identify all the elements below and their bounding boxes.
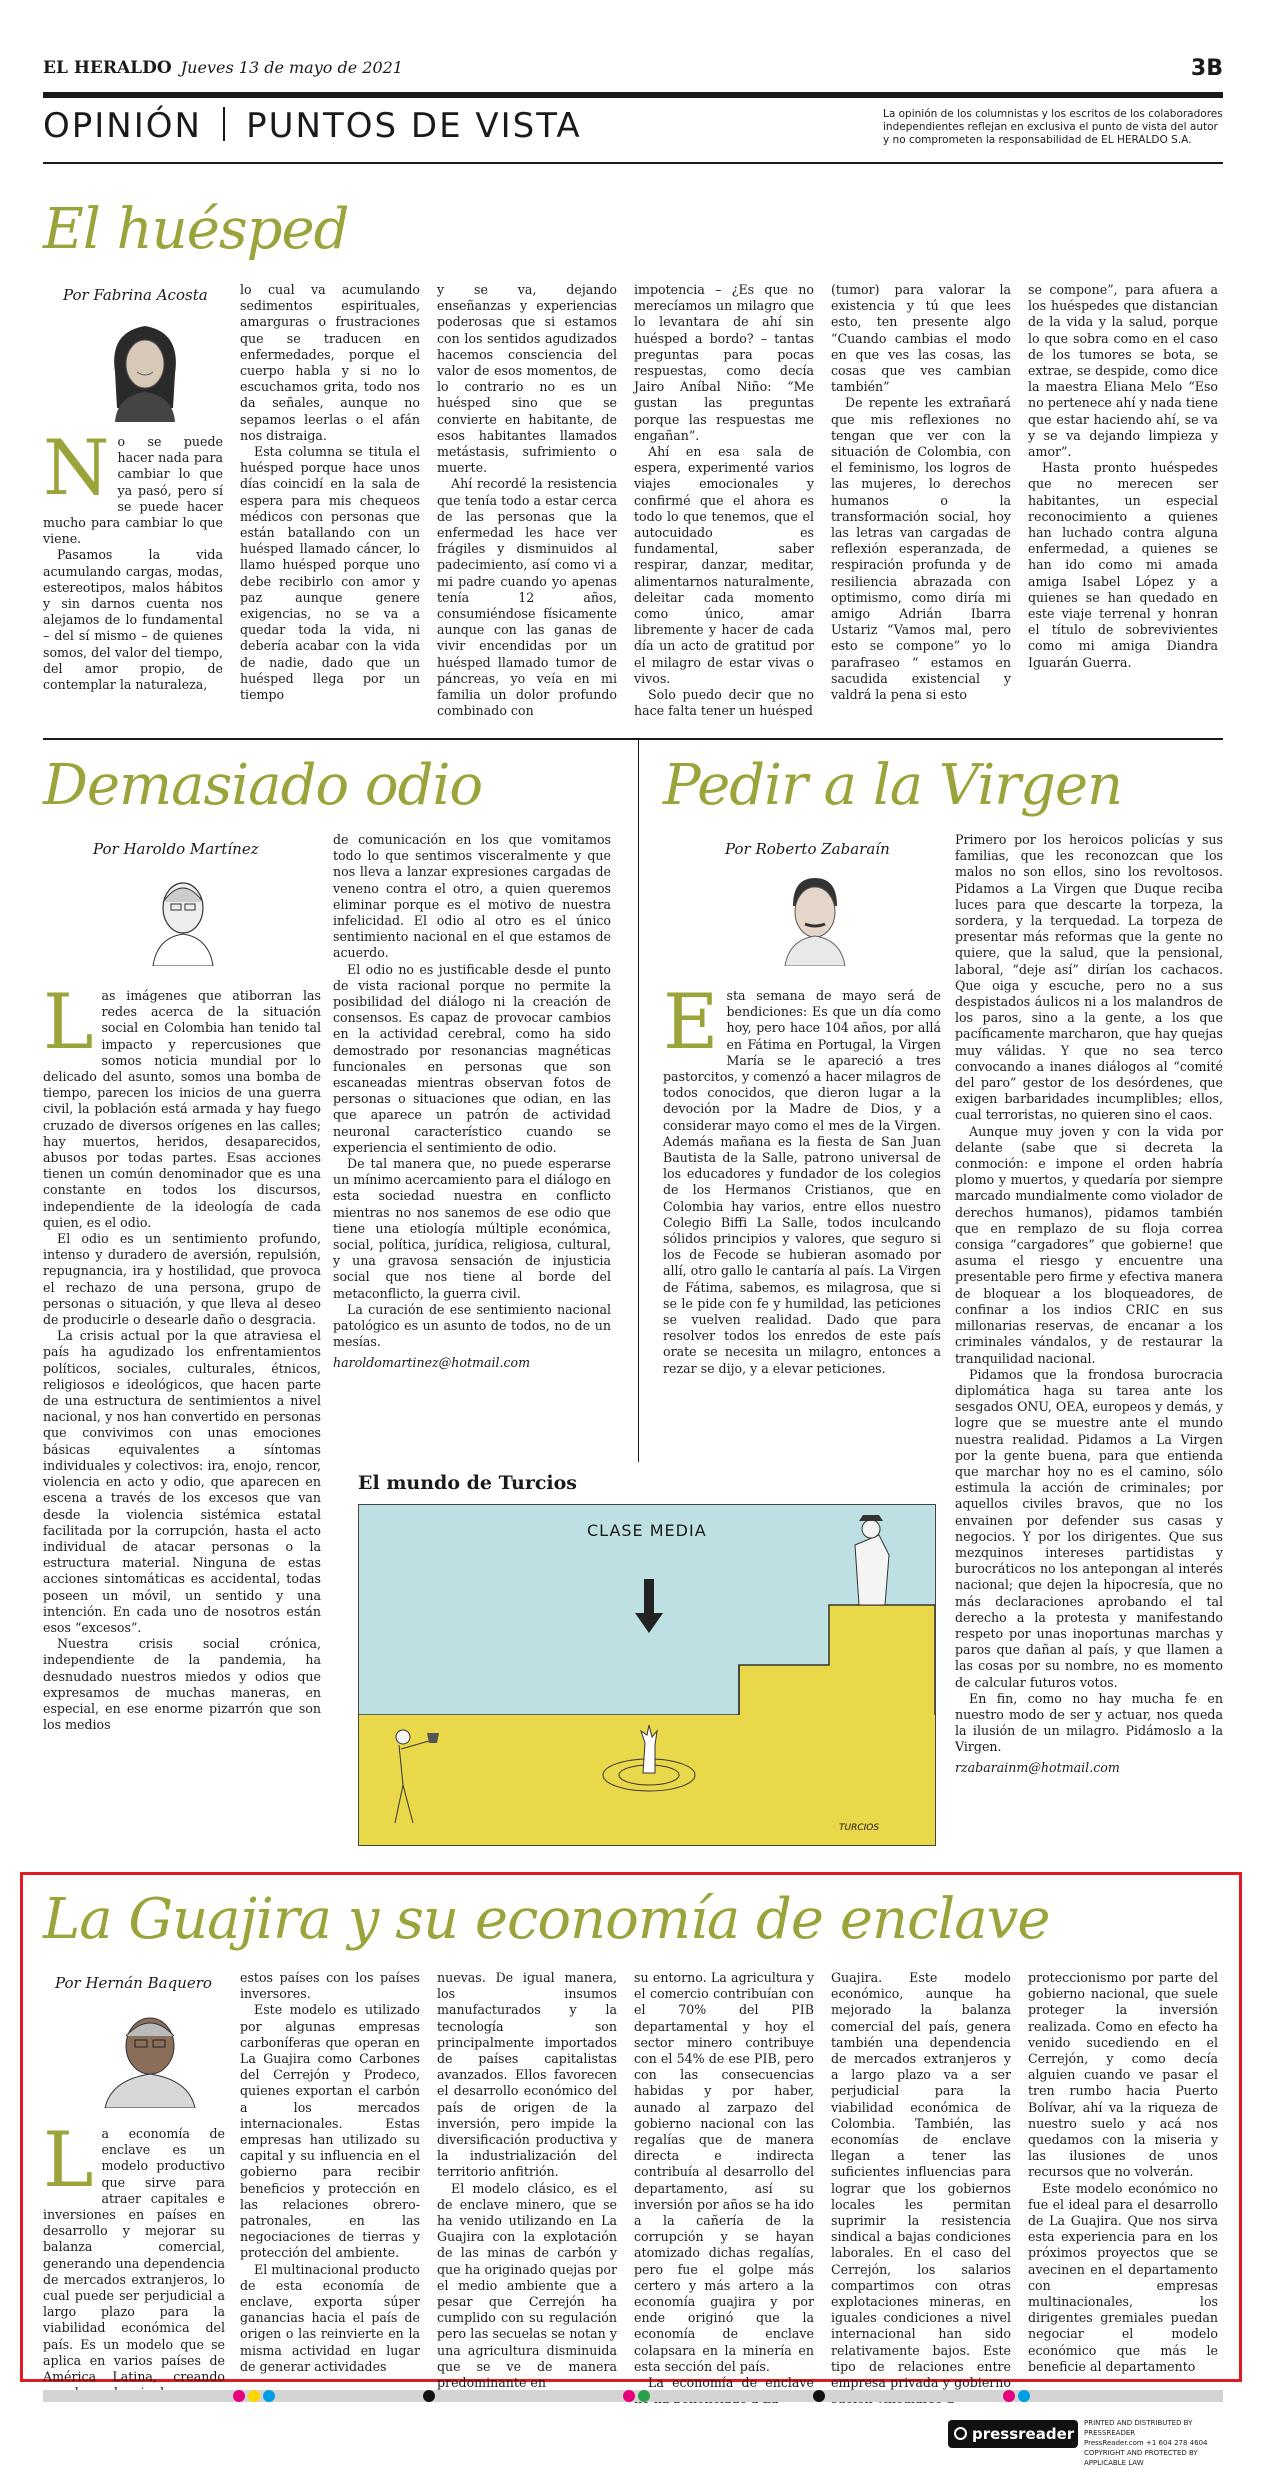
guajira-col-5: [831, 1970, 1011, 2407]
odio-col-2: [333, 832, 611, 1371]
dropcap-virgen: E: [663, 977, 719, 1066]
huesped-col-6: [1028, 282, 1218, 671]
registration-bar: [43, 2390, 1223, 2402]
paragraph: De tal manera que, no puede esperarse un mínimo acercamiento para el diálogo en esta sociedad nuestra en conflicto mientras no nos sanemos de ese odio que tiene una etiología múltiple económica, social, política, jurídica, religiosa, cultural, y una gravosa sensación de injusticia social que nos tiene al borde del metaconflicto, la guerra civil.: [333, 1156, 611, 1301]
paragraph: Primero por los heroicos policías y sus familias, que les reconozcan que los malos no son ellos, sino los revoltosos. Pidamos a La Virgen que Duque reciba luces para que descarte la torpeza, la sordera, y la terquedad. La torpeza de presentar más reformas que la gente no quiere, que la salud, que la pensional, laboral, “deje así” dirían los cachacos. Que oiga y escuche, pero no a sus despistados áulicos ni a los malandros de los paros, sino a la gente, a los que pacíficamente marcharon, que hay quejas muy válidas. Y que no sea terco convocando a inanes diálogos al “comité del paro” gestor de los desórdenes, que exigen barbaridades incumplibles; ellos, cual terroristas, no quieren sino el caos.: [955, 832, 1223, 1123]
dropcap-guajira: L: [43, 2115, 94, 2204]
guajira-col-1: [43, 2115, 225, 2401]
virgen-col-2: [955, 832, 1223, 1776]
paragraph: De repente les extrañará que mis reflexiones no tengan que ver con la situación de Colombia, con el feminismo, los logros de las mujeres, lo derechos humanos o la transformación social, hoy las letras van cargadas de reflexión esperanzada, de respiración profunda y de resiliencia abrazada con optimismo, como diría mi amigo Adrián Ibarra Ustariz “Vamos mal, pero esto se compone” yo lo parafraseo “ estamos en sacudida existencial y valdrá la pena si esto: [831, 395, 1011, 703]
paragraph: o se puede hacer nada para cambiar lo que ya pasó, pero sí se puede hacer mucho para cambiar lo que viene.: [43, 434, 223, 547]
author-photo-guajira: [95, 2000, 205, 2108]
byline-guajira: Por Hernán Baquero: [55, 1974, 212, 1992]
huesped-col-3: [437, 282, 617, 719]
guajira-col-3: [437, 1970, 617, 2391]
color-dot: [263, 2390, 275, 2402]
credit-line: PRINTED AND DISTRIBUTED BY PRESSREADER: [1084, 2419, 1193, 2437]
paragraph: Solo puedo decir que no hace falta tener un huésped: [634, 687, 814, 719]
paragraph: estos países con los países inversores.: [240, 1970, 420, 2002]
paragraph: Este modelo es utilizado por algunas empresas carboníferas que operan en La Guajira como Carbones del Cerrejón y Prodeco, quienes exportan el carbón a los mercados internacionales. Estas empresas han utilizado su capital y su influencia en el gobierno para recibir beneficios y protección en las relaciones obrero-patronales, en las negociaciones de tierras y protección del ambiente.: [240, 2002, 420, 2261]
paragraph: La economía de enclave: [648, 2375, 814, 2391]
cartoon: [358, 1504, 936, 1846]
cartoon-signature: TURCIOS: [839, 1823, 880, 1833]
masthead-rule: [43, 92, 1223, 98]
paragraph: En fin, como no hay mucha fe en nuestro modo de ser y actuar, nos queda la ilusión de un milagro. Pidámoslo a la Virgen.: [955, 1690, 1223, 1755]
virgen-col-1: [663, 977, 941, 1377]
paragraph: lo cual va acumulando sedimentos espirituales, amarguras o frustraciones que se traducen en enfermedades, porque el cuerpo habla y si no lo escuchamos grita, todo nos da señales, aunque no sepamos leerlas o el afán nos distraiga.: [240, 282, 420, 443]
paragraph: La curación de ese sentimiento nacional patológico es un asunto de todos, no de un mesías.: [333, 1301, 611, 1350]
paragraph: Ahí recordé la resistencia que tenía todo a estar cerca de las personas que la enfermedad les hace ver frágiles y disminuidos al padecimiento, así como vi a mi padre cuando yo apenas tenía 12 años, consumiéndose físicamente aunque con las ganas de vivir encendidas por un huésped llamado tumor de páncreas, yo veía en mi familia un dolor profundo combinado con: [437, 476, 617, 719]
paragraph: La crisis actual por la que atraviesa el país ha agudizado los enfrentamientos políticos, sociales, culturales, étnicos, religiosos e ideológicos, que hacen parte de una estructura de sentimientos a nivel nacional, y nos han convertido en personas que convivimos con unas emociones básicas equivalentes a síntomas individuales y colectivos: ira, enojo, rencor, violencia en acto y odio, que aparecen en escena a través de los excesos que van desde la violencia sistémica estatal facilitada por la corrupción, hasta el acto individual de atacar personas o la estructura material. Ninguna de estas acciones sintomáticas es accidental, todas poseen un móvil, un sentido y una intención. En cada uno de nosotros están esos “excesos”.: [43, 1328, 321, 1635]
color-dot: [813, 2390, 825, 2402]
color-dot: [423, 2390, 435, 2402]
article-title-odio: Demasiado odio: [43, 753, 483, 818]
odio-col-1: [43, 977, 321, 1733]
author-photo-virgen: [775, 866, 855, 966]
paragraph: Guajira. Este modelo económico, aunque ha mejorado la balanza comercial del país, genera también una dependencia de mercados extranjeros y a largo plazo va a ser perjudicial para la viabilidad económica de Colombia. También, las economías de enclave llegan a tener las suficientes influencias para lograr que los gobiernos locales les permitan suprimir la resistencia sindical a bajas condiciones laborales. En el caso del Cerrejón, los salarios compartimos con otras explotaciones mineras, en iguales condiciones a nivel internacional han sido relativamente bajos. Este tipo de relaciones entre empresa privada y gobierno: [831, 1970, 1011, 2391]
column-divider: [638, 740, 639, 1462]
article-title-virgen: Pedir a la Virgen: [663, 753, 1123, 818]
credit-line: COPYRIGHT AND PROTECTED BY APPLICABLE LAW: [1084, 2449, 1198, 2467]
paragraph: Este modelo económico no fue el ideal para el desarrollo de La Guajira. Que nos sirva esta experiencia para en los próximos proyectos que se avecinen en el departamento con empresas multinacionales, los dirigentes gremiales puedan negociar el modelo económico que más le beneficie al departamento: [1028, 2180, 1218, 2374]
paragraph: Hasta pronto huéspedes que no merecen ser habitantes, un especial reconocimiento a quienes han luchado contra alguna enfermedad, a quienes se han ido como mi amada amiga Isabel López y a quienes se han quedado en este viaje terrenal y honran el título de sobrevivientes como mi amiga Diandra Iguarán Guerra.: [1028, 460, 1218, 670]
paragraph: as imágenes que atiborran las redes acerca de la situación social en Colombia han tenido tal impacto y repercusiones que somos noticia mundial por lo delicado del asunto, somos una bomba de tiempo, parecen los inicios de una guerra civil, la población está armada y hay fuego cruzado de diversos orígenes en las calles; hay muertos, heridos, desaparecidos, abusos por todas partes. Esas acciones tienen un común denominador que es una constante en todos los discursos, independiente de la ideología de cada quien, es el odio.: [43, 988, 321, 1230]
paragraph: Nuestra crisis social crónica, independiente de la pandemia, ha desnudado nuestros miedos y odios que expresamos de muchas maneras, en especial, en ese enorme pizarrón que son los medios: [43, 1636, 321, 1733]
color-dot: [1003, 2390, 1015, 2402]
paper-date: Jueves 13 de mayo de 2021: [180, 58, 403, 77]
color-dot: [1018, 2390, 1030, 2402]
paragraph: El odio no es justificable desde el punto de vista racional porque no permite la posibilidad del diálogo ni la creación de consensos. Es capaz de provocar cambios en la actividad cerebral, como ha sido demostrado por resonancias magnéticas funcionales en personas que son escaneadas mientras observan fotos de personas o situaciones que odian, en las que aparece un patrón de actividad neuronal característico cuando se experiencia el sentimiento de odio.: [333, 961, 611, 1155]
paragraph: Pidamos que la frondosa burocracia diplomática haga su tarea ante los sesgados ONU, OEA, europeos y demás, y logre que se muestre ante el mundo nuestra realidad. Pidamos a La Virgen por la gente buena, para que entienda que marchar hoy no es el camino, sólo estimula la acción de criminales; por aquellos civiles bravos, que no los envainen por defender sus casas y negocios. Y por los dirigentes. Que sus mezquinos intereses partidistas y burocráticos no los antepongan al interés nacional; que dejen la hipocresía, que no más declaraciones aprobando el tal derecho a la protesta y manifestando respeto por unas inoportunas marchas y paros que dañan al país, y que llamen a las cosas por su nombre, no es momento de calcular futuros votos.: [955, 1366, 1223, 1690]
color-dot: [248, 2390, 260, 2402]
cartoon-caption: CLASE MEDIA: [587, 1521, 707, 1540]
paragraph: Pasamos la vida acumulando cargas, modas, estereotipos, malos hábitos y sin darnos cuenta nos alejamos de lo fundamental – del sí mismo – de quienes somos, del valor del tiempo, del amor propio, de contemplar la naturaleza,: [43, 547, 223, 693]
section-header: [43, 106, 1223, 156]
paragraph: sta semana de mayo será de bendiciones: Es que un día como hoy, pero hace 104 años, por allá en Fátima en Portugal, la Virgen María se le apareció a tres pastorcitos, y comenzó a hacer milagros de todos conocidos, que dieron lugar a la devoción por la Madre de Dios, y a considerar mayo como el mes de la Virgen. Además mañana es la fiesta de San Juan Bautista de la Salle, patrono universal de los educadores y fundador de los colegios de los Hermanos Cristianos, que en Colombia hay varios, entre ellos nuestro Colegio Biffi La Salle, todos inculcando sólidos principios y valores, que seguro si los de Fecode se hubieran asomado por allí, otro gallo le cantaría al país. La Virgen de Fátima, sabemos, es milagrosa, que si se le pide con fe y humildad, las peticiones se vuelven realidad. Dado que para resolver todos los enredos de este país orate se necesita un milagro, entonces a rezar se dijo, y a elevar peticiones.: [663, 988, 941, 1376]
page-number: 3B: [1190, 56, 1223, 81]
paragraph: El odio es un sentimiento profundo, intenso y duradero de aversión, repulsión, repugnancia, ira y hostilidad, que provoca el rechazo de una persona, grupo de personas o situación, y que lleva al deseo de producirle o desearle daño o desgracia.: [43, 1231, 321, 1328]
guajira-col-2: [240, 1970, 420, 2375]
paragraph: se compone”, para afuera a los huéspedes que distancian de la vida y la salud, porque lo que sobra como en el caso de los tumores se bota, se extrae, se despide, como dice la maestra Eliana Melo “Eso no pertenece ahí y nada tiene que estar haciendo ahí, se va y se va dejando limpieza y amor”.: [1028, 282, 1218, 460]
pressreader-brand: pressreader: [972, 2425, 1075, 2443]
credit-line: PressReader.com +1 604 278 4604: [1084, 2439, 1208, 2447]
article-title-guajira: La Guajira y su economía de enclave: [43, 1887, 1050, 1952]
paragraph: Ahí en esa sala de espera, experimenté varios viajes emocionales y confirmé que el ahora es todo lo que tenemos, que el autocuidado es fundamental, saber respirar, danzar, meditar, alimentarnos naturalmente, deleitar cada momento como único, amar libremente y hacer de cada día un acto de gratitud por el milagro de estar vivas o vivos.: [634, 444, 814, 686]
paragraph: Aunque muy joven y con la vida por delante (sabe que si decreta la conmoción: e impone el orden habría plomo y muertos, y quedaría por siempre marcado mundialmente como violador de derechos humanos), pidamos también que en remplazo de su floja correa consiga “cargadores” que gobierne! que asuma el riesgo y encuentre una presentable pero firme y efectiva manera de bloquear a los bloqueadores, de confinar a los indios CRIC en sus millonarias reservas, de encanar a los criminales vándalos, y de restaurar la tranquilidad nacional.: [955, 1123, 1223, 1366]
pressreader-icon: [954, 2427, 967, 2440]
color-dot: [233, 2390, 245, 2402]
paragraph: Esta columna se titula el huésped porque hace unos días coincidí en la sala de espera para mis chequeos médicos con personas que están batallando con un huésped llamado cáncer, lo llamo huésped porque uno debe recibirlo con amor y paz aunque genere exigencias, no se va a quedar toda la vida, ni debería acabar con la vida de nadie, dado que un huésped llega por un tiempo: [240, 444, 420, 703]
author-photo-odio: [143, 866, 223, 966]
paper-name: EL HERALDO: [43, 58, 172, 78]
byline-virgen: Por Roberto Zabaraín: [725, 840, 890, 858]
paragraph: impotencia – ¿Es que no merecíamos un milagro que lo levantara de ahí sin huésped a bordo? – tantas preguntas para pocas respuestas, como decía Jairo Aníbal Niño: “Me gustan las preguntas porque las respuestas me engañan”.: [634, 282, 814, 443]
huesped-col-4: [634, 282, 814, 719]
huesped-col-5: [831, 282, 1011, 703]
pressreader-logo: [948, 2420, 1078, 2448]
byline-odio: Por Haroldo Martínez: [93, 840, 259, 858]
huesped-col-2: [240, 282, 420, 703]
guajira-col-6: [1028, 1970, 1218, 2375]
email-virgen[interactable]: rzabarainm@hotmail.com: [955, 1759, 1120, 1775]
section-divider: [223, 107, 225, 141]
paragraph: a economía de enclave es un modelo productivo que sirve para atraer capitales e inversiones en países en desarrollo y mejorar su balanza comercial, generando una dependencia de mercados extranjeros, lo cual puede ser perjudicial a largo plazo para la viabilidad económica del país. Es un modelo que se aplica en varios países de América Latina, creando: [43, 2126, 225, 2385]
paragraph: El multinacional producto de esta economía de enclave, exporta súper ganancias hacia el país de origen o las reinvierte en la misma actividad en lugar de generar actividades: [240, 2261, 420, 2374]
paragraph: El modelo clásico, es el de enclave minero, que se ha venido utilizando en La Guajira con la explotación de las minas de carbón y que ha originado quejas por el medio ambiente que a pesar que Cerrejón ha cumplido con su regulación pero las secuelas se notan y una agricultura disminuida que se ve de manera predominante en: [437, 2180, 617, 2391]
guajira-col-4: [634, 1970, 814, 2407]
paragraph: proteccionismo por parte del gobierno nacional, que suele proteger la inversión realizada. Como en efecto ha venido sucediendo en el Cerrejón, y como decía alguien cuando ve pasar el tren rumbo hacia Puerto Bolívar, ahí va la riqueza de nuestro suelo y acá nos quedamos con la miseria y las ilusiones de unos recursos que no volverán.: [1028, 1970, 1218, 2180]
paragraph: de comunicación en los que vomitamos todo lo que sentimos visceralmente y que nos lleva a lanzar expresiones cargadas de veneno contra el otro, a quien queremos eliminar porque es el motivo de nuestra infelicidad. El odio al otro es el único sentimiento nacional en el que estamos de acuerdo.: [333, 832, 611, 961]
section-title: OPINIÓN: [43, 106, 202, 146]
paragraph: su entorno. La agricultura y el comercio contribuían con el 70% del PIB departamental y hoy el sector minero contribuye con el 54% de ese PIB, pero con las consecuencias habidas y por haber, aunado al zarpazo del gobierno nacional con las regalías que de manera directa e indirecta contribuía al desarrollo del departamento, así su inversión por años se ha ido a la cañería de la corrupción y se hayan atomizado dichas regalías, pero fue el golpe más certero y más artero a la economía guajira y por ende originó que la economía de enclave colapsara en la minería en esta sección del país.: [634, 1970, 814, 2374]
dropcap-huesped: N: [43, 423, 110, 512]
paragraph: (tumor) para valorar la existencia y tú que lees esto, ten presente algo “Cuando cambias el modo en que ves las cosas, las cosas que ves cambian también”: [831, 282, 1011, 395]
disclaimer: La opinión de los columnistas y los escritos de los colaboradores independientes reflejan en exclusiva el punto de vista del autor y no comprometen la responsabilidad de EL HERALDO S.A.: [883, 108, 1223, 146]
email-odio[interactable]: haroldomartinez@hotmail.com: [333, 1354, 531, 1370]
masthead: [43, 58, 1223, 88]
dropcap-odio: L: [43, 977, 94, 1066]
huesped-col-1: [43, 423, 223, 693]
section-rule: [43, 162, 1223, 164]
author-photo-huesped: [95, 312, 195, 422]
subsection-title: PUNTOS DE VISTA: [246, 106, 582, 146]
article-divider: [43, 738, 1223, 740]
byline-huesped: Por Fabrina Acosta: [63, 286, 208, 304]
color-dot: [638, 2390, 650, 2402]
cartoon-title: El mundo de Turcios: [358, 1472, 577, 1494]
article-title-huesped: El huésped: [43, 197, 349, 262]
pressreader-credits: [1084, 2418, 1234, 2468]
paragraph: y se va, dejando enseñanzas y experiencias poderosas que si estamos con los sentidos agudizados hacemos consciencia del valor de esos momentos, de lo contrario no es un huésped sino que se convierte en habitante, de esos habitantes llamados metástasis, sufrimiento o muerte.: [437, 282, 617, 476]
paragraph: nuevas. De igual manera, los insumos manufacturados y la tecnología son principalmente importados de países capitalistas avanzados. Ellos favorecen el desarrollo económico del país de origen de la inversión, pero impide la diversificación productiva y la industrialización del territorio anfitrión.: [437, 1970, 617, 2180]
color-dot: [623, 2390, 635, 2402]
